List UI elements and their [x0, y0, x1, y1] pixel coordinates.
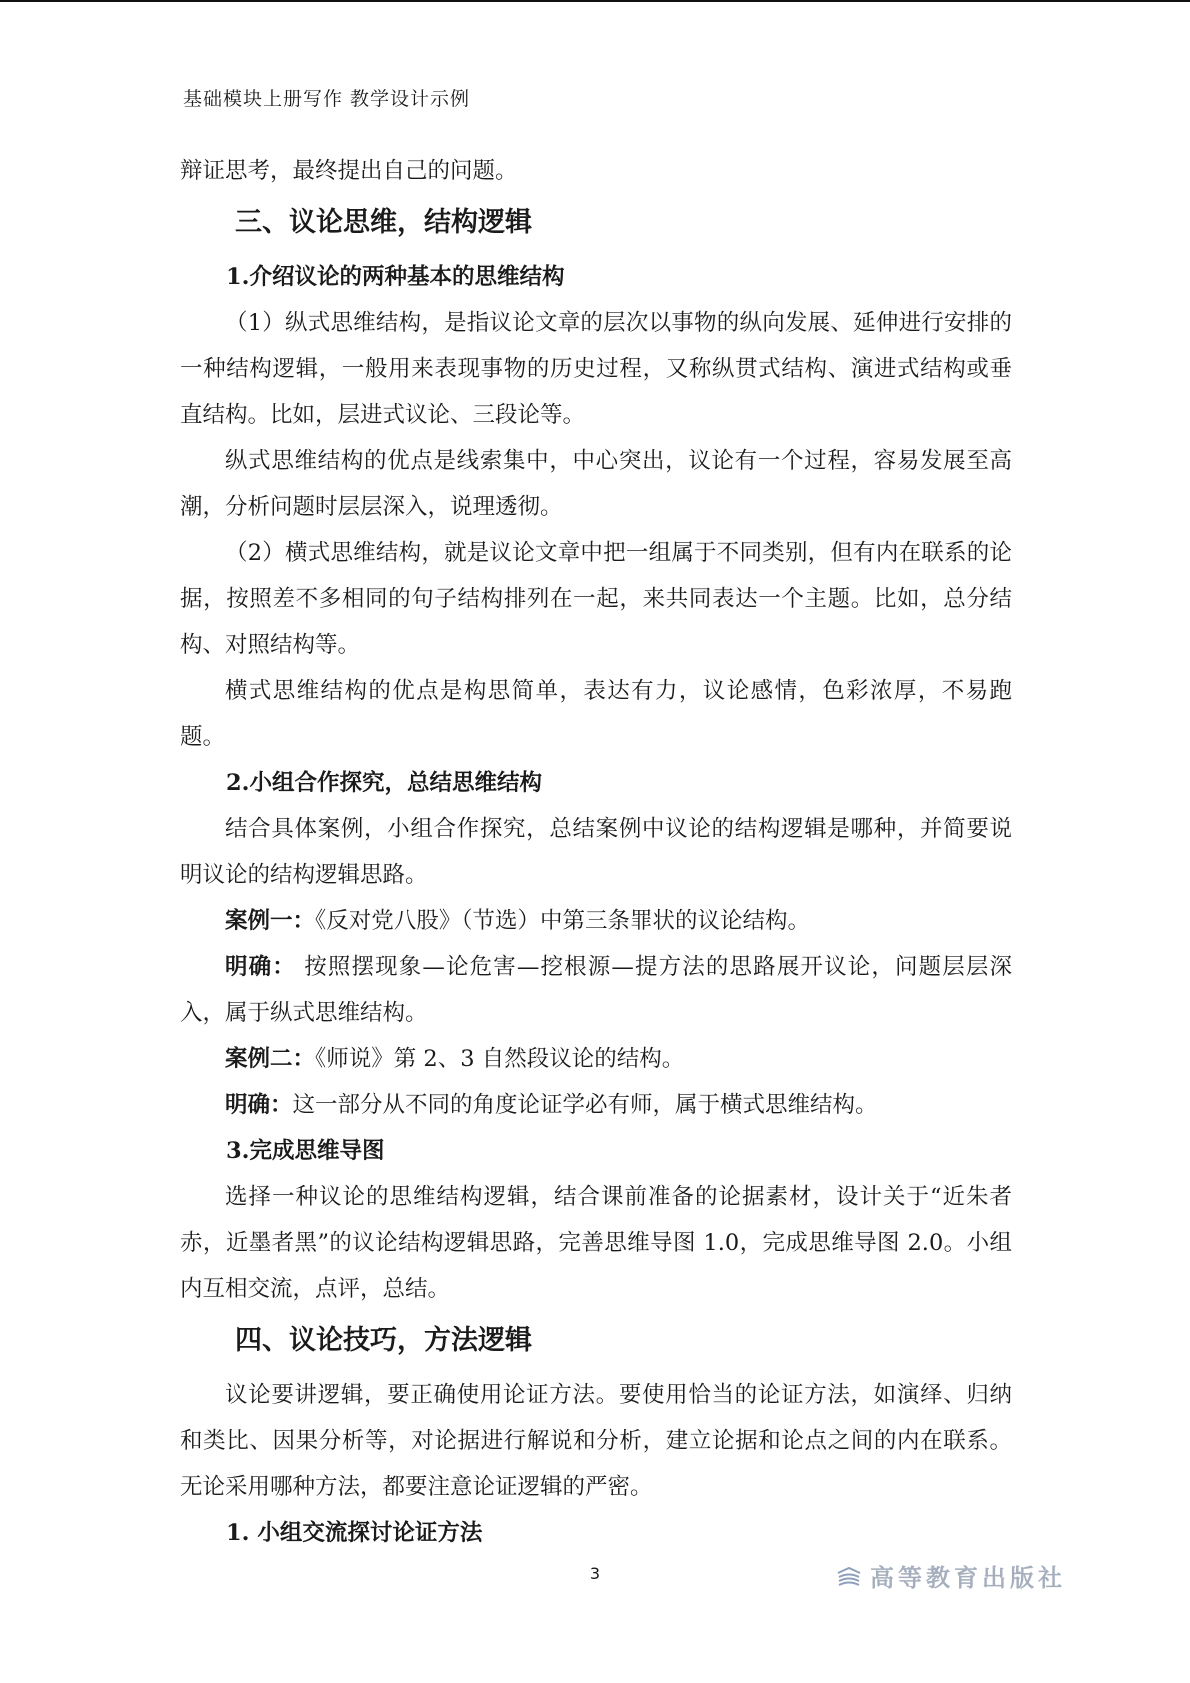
answer-2 — [180, 1082, 1012, 1128]
case-2 — [180, 1036, 1012, 1082]
answer-1 — [180, 944, 1012, 1036]
subsection-3-3-heading: 3.完成思维导图 — [226, 1138, 385, 1164]
case-label: 案例一： — [225, 908, 316, 934]
publisher-logo — [836, 1558, 1066, 1593]
page-number: 3 — [589, 1564, 601, 1583]
case-text: 《反对党八股》（节选）中第三条罪状的议论结构。 — [315, 908, 811, 934]
answer-label: 明确： — [225, 954, 296, 980]
subsection-3-1-heading: 1.介绍议论的两种基本的思维结构 — [226, 264, 565, 290]
top-rule — [0, 0, 1190, 2]
paragraph: 结合具体案例，小组合作探究，总结案例中议论的结构逻辑是哪种，并简要说明议论的结构逻辑思路。 — [180, 816, 1012, 888]
section-3-heading: 三、议论思维，结构逻辑 — [235, 207, 532, 238]
paragraph-continued: 辩证思考，最终提出自己的问题。 — [180, 158, 518, 184]
subsection-3-2-heading: 2.小组合作探究，总结思维结构 — [226, 770, 542, 796]
page-content — [180, 148, 1012, 1556]
case-label: 案例二： — [225, 1046, 316, 1072]
paragraph: 纵式思维结构的优点是线索集中，中心突出，议论有一个过程，容易发展至高潮，分析问题时层层深入，说理透彻。 — [180, 448, 1012, 520]
section-4-heading: 四、议论技巧，方法逻辑 — [235, 1325, 532, 1356]
paragraph: 横式思维结构的优点是构思简单，表达有力，议论感情，色彩浓厚，不易跑题。 — [180, 678, 1012, 750]
answer-label: 明确： — [225, 1092, 293, 1118]
publisher-name: 高等教育出版社 — [870, 1563, 1066, 1592]
paragraph: （2）横式思维结构，就是议论文章中把一组属于不同类别，但有内在联系的论据，按照差不多相同的句子结构排列在一起，来共同表达一个主题。比如，总分结构、对照结构等。 — [180, 540, 1012, 658]
paragraph: （1）纵式思维结构，是指议论文章的层次以事物的纵向发展、延伸进行安排的一种结构逻辑，一般用来表现事物的历史过程，又称纵贯式结构、演进式结构或垂直结构。比如，层进式议论、三段论等。 — [180, 310, 1012, 428]
case-text: 《师说》第 2、3 自然段议论的结构。 — [315, 1046, 685, 1072]
answer-text: 这一部分从不同的角度论证学必有师，属于横式思维结构。 — [292, 1092, 878, 1118]
paragraph: 选择一种议论的思维结构逻辑，结合课前准备的论据素材，设计关于“近朱者赤，近墨者黑”的议论结构逻辑思路，完善思维导图 1.0，完成思维导图 2.0。小组内互相交流，点评，总结。 — [180, 1184, 1012, 1302]
answer-text: 按照摆现象—论危害—挖根源—提方法的思路展开议论，问题层层深入，属于纵式思维结构。 — [180, 954, 1012, 1026]
publisher-emblem-icon — [836, 1565, 862, 1587]
running-header: 基础模块上册写作 教学设计示例 — [183, 88, 471, 110]
case-1 — [180, 898, 1012, 944]
paragraph: 议论要讲逻辑，要正确使用论证方法。要使用恰当的论证方法，如演绎、归纳和类比、因果分析等，对论据进行解说和分析，建立论据和论点之间的内在联系。无论采用哪种方法，都要注意论证逻辑的严密。 — [180, 1382, 1012, 1500]
subsection-4-1-heading: 1. 小组交流探讨论证方法 — [226, 1520, 483, 1546]
